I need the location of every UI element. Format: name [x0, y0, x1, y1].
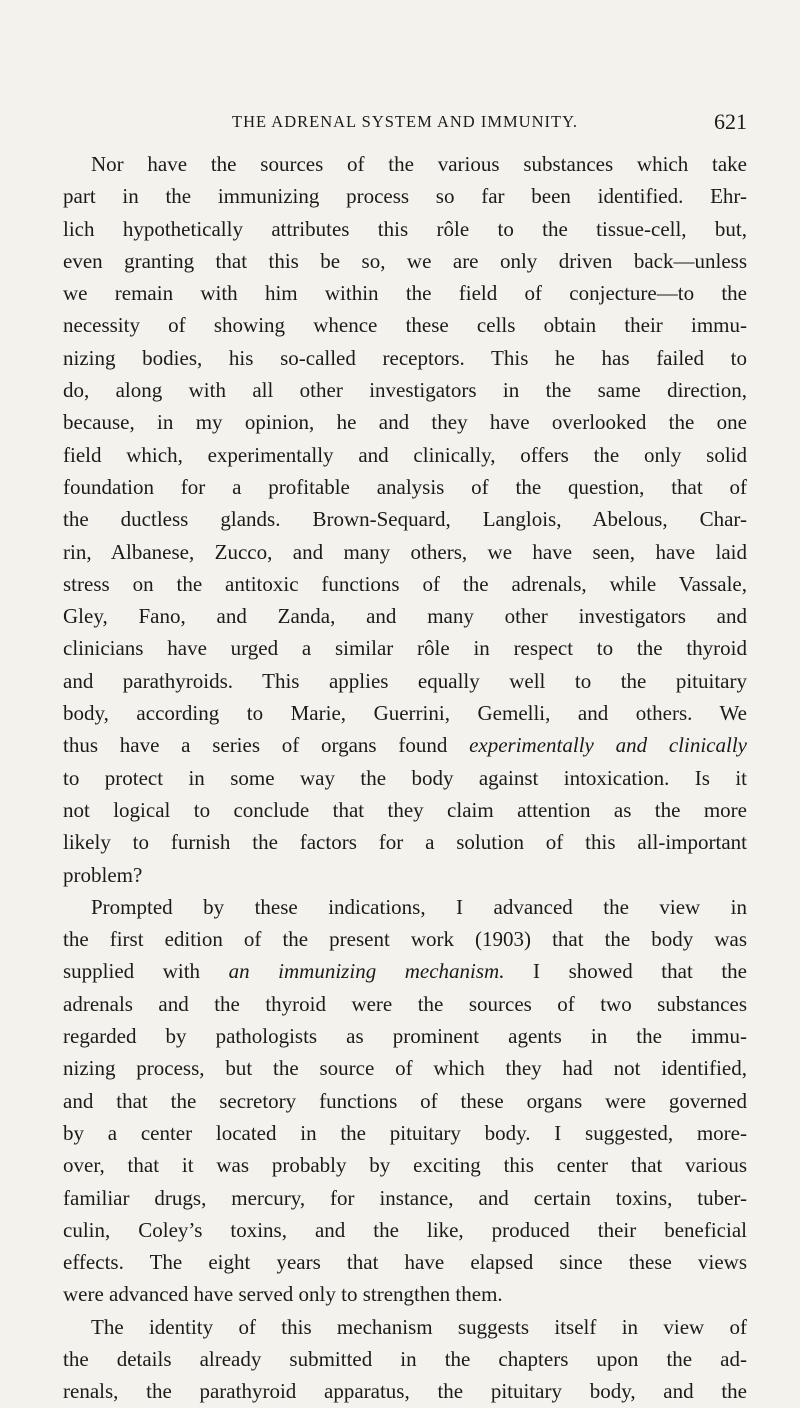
line-text-after: I showed that the: [504, 959, 748, 984]
text-line: [63, 1182, 747, 1214]
line-text: field which, experimentally and clinically, offers the only solid: [63, 442, 747, 467]
line-text: and parathyroids. This applies equally well to the pituitary: [63, 668, 747, 693]
line-text: the ductless glands. Brown-Sequard, Langlois, Abelous, Char-: [63, 507, 747, 532]
page-header: [63, 107, 747, 137]
text-line: [63, 1343, 747, 1375]
text-line: [63, 632, 747, 664]
text-line: [63, 148, 747, 180]
text-line: [63, 600, 747, 632]
line-text: we remain with him within the field of conjecture—to the: [63, 281, 747, 306]
text-line: [63, 1278, 747, 1310]
text-line: [63, 1117, 747, 1149]
text-line: [63, 859, 747, 891]
line-text: regarded by pathologists as prominent agents in the immu-: [63, 1024, 747, 1049]
text-line: [63, 891, 747, 923]
line-text: adrenals and the thyroid were the sources of two substances: [63, 991, 747, 1016]
line-text: and that the secretory functions of these organs were governed: [63, 1088, 747, 1113]
line-text: culin, Coley’s toxins, and the like, produced their beneficial: [63, 1217, 747, 1242]
line-text: problem?: [63, 862, 143, 887]
line-text: renals, the parathyroid apparatus, the pituitary body, and the: [63, 1379, 747, 1404]
text-line: [63, 762, 747, 794]
line-text: the details already submitted in the chapters upon the ad-: [63, 1346, 747, 1371]
line-text: clinicians have urged a similar rôle in respect to the thyroid: [63, 636, 747, 661]
line-text: rin, Albanese, Zucco, and many others, we have seen, have laid: [63, 539, 747, 564]
line-text: likely to furnish the factors for a solution of this all-important: [63, 830, 747, 855]
line-text: stress on the antitoxic functions of the adrenals, while Vassale,: [63, 571, 747, 596]
line-text: familiar drugs, mercury, for instance, and certain toxins, tuber-: [63, 1185, 747, 1210]
line-text: nizing bodies, his so-called receptors. This he has failed to: [63, 345, 747, 370]
line-text: necessity of showing whence these cells obtain their immu-: [63, 313, 747, 338]
line-text: because, in my opinion, he and they have overlooked the one: [63, 410, 747, 435]
line-text: effects. The eight years that have elapsed since these views: [63, 1250, 747, 1275]
text-line: [63, 988, 747, 1020]
body-text: [63, 148, 747, 1408]
line-text: part in the immunizing process so far been identified. Ehr-: [63, 184, 747, 209]
text-line: [63, 471, 747, 503]
text-line: [63, 1085, 747, 1117]
italic-phrase: experimentally and clinically: [469, 733, 747, 758]
line-text: do, along with all other investigators in the same direction,: [63, 378, 747, 403]
text-line: [63, 1020, 747, 1052]
page-number: 621: [714, 109, 747, 134]
text-line: [63, 1149, 747, 1181]
text-line: [63, 277, 747, 309]
line-text: thus have a series of organs found: [63, 733, 470, 758]
line-text: Prompted by these indications, I advanced the view in: [91, 894, 747, 919]
line-text: were advanced have served only to strengthen them.: [63, 1282, 503, 1307]
text-line: [63, 1375, 747, 1407]
line-text: supplied with: [63, 959, 229, 984]
line-text: by a center located in the pituitary body. I suggested, more-: [63, 1120, 747, 1145]
text-line: [63, 665, 747, 697]
text-line: [63, 826, 747, 858]
line-text: Gley, Fano, and Zanda, and many other investigators and: [63, 604, 747, 629]
text-line: [63, 1311, 747, 1343]
text-line: [63, 374, 747, 406]
line-text: the first edition of the present work (1903) that the body was: [63, 927, 747, 952]
text-line: [63, 1246, 747, 1278]
text-line: [63, 1214, 747, 1246]
line-text: over, that it was probably by exciting this center that various: [63, 1153, 747, 1178]
text-line: [63, 406, 747, 438]
text-line: [63, 568, 747, 600]
line-text: nizing process, but the source of which they had not identified,: [63, 1056, 747, 1081]
text-line: [63, 536, 747, 568]
running-head: THE ADRENAL SYSTEM AND IMMUNITY.: [232, 112, 578, 131]
line-text: to protect in some way the body against intoxication. Is it: [63, 765, 747, 790]
line-text: The identity of this mechanism suggests itself in view of: [91, 1314, 747, 1339]
line-text: Nor have the sources of the various substances which take: [91, 152, 747, 176]
text-line: [63, 180, 747, 212]
line-text: body, according to Marie, Guerrini, Gemelli, and others. We: [63, 701, 747, 726]
line-text: lich hypothetically attributes this rôle to the tissue-cell, but,: [63, 216, 747, 241]
text-line: [63, 697, 747, 729]
text-line: [63, 955, 747, 987]
text-line: [63, 794, 747, 826]
text-line: [63, 1052, 747, 1084]
text-line: [63, 439, 747, 471]
text-line: [63, 503, 747, 535]
text-line: [63, 729, 747, 761]
line-text: not logical to conclude that they claim attention as the more: [63, 797, 747, 822]
text-line: [63, 342, 747, 374]
line-text: even granting that this be so, we are only driven back—unless: [63, 248, 747, 273]
text-line: [63, 245, 747, 277]
line-text: foundation for a profitable analysis of the question, that of: [63, 474, 747, 499]
text-line: [63, 213, 747, 245]
italic-phrase: an immunizing mechanism.: [228, 959, 505, 984]
text-line: [63, 309, 747, 341]
text-line: [63, 923, 747, 955]
